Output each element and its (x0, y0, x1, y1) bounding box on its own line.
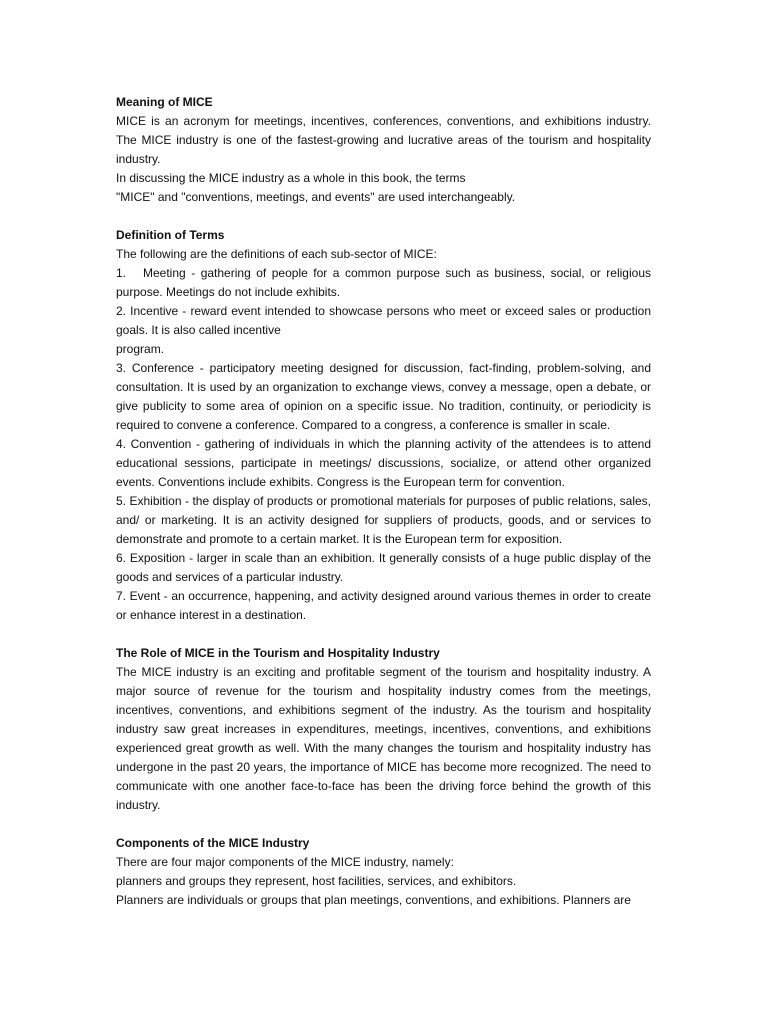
definition-item-convention: 4. Convention - gathering of individuals in which the planning activity of the attendees is to attend educational sessions, participate in meetings/ discussions, socialize, or attend other organized events. Conventions include exhibits. Congress is the European term for convention. (116, 437, 651, 489)
section-spacer (116, 815, 651, 834)
line-four-components: There are four major components of the MICE industry, namely: (116, 855, 454, 869)
line-components-list: planners and groups they represent, host facilities, services, and exhibitors. (116, 874, 517, 888)
section-spacer (116, 207, 651, 226)
definition-item-exposition: 6. Exposition - larger in scale than an exhibition. It generally consists of a huge public display of the goods and services of a particular industry. (116, 551, 651, 584)
item-text: Meeting - gathering of people for a common purpose such as business, social, or religious purpose. Meetings do not include exhibits. (116, 266, 651, 299)
section-heading-meaning: Meaning of MICE (116, 95, 213, 109)
definition-item-event: 7. Event - an occurrence, happening, and activity designed around various themes in order to create or enhance interest in a destination. (116, 589, 651, 622)
item-number: 1. (116, 266, 127, 280)
document-page (116, 93, 651, 910)
line-interchangeably: "MICE" and "conventions, meetings, and events" are used interchangeably. (116, 190, 516, 204)
paragraph-mice-acronym: MICE is an acronym for meetings, incentives, conferences, conventions, and exhibitions industry. The MICE industry is one of the fastest-growing and lucrative areas of the tourism and hospitality industry. (116, 114, 651, 166)
definition-item-meeting (116, 264, 651, 302)
paragraph-planners: Planners are individuals or groups that plan meetings, conventions, and exhibitions. Planners are (116, 893, 631, 907)
section-heading-components: Components of the MICE Industry (116, 836, 310, 850)
definition-item-incentive: 2. Incentive - reward event intended to showcase persons who meet or exceed sales or production goals. It is also called incentive (116, 304, 651, 337)
section-heading-definitions: Definition of Terms (116, 228, 225, 242)
section-heading-role: The Role of MICE in the Tourism and Hospitality Industry (116, 646, 440, 660)
section-spacer (116, 625, 651, 644)
definition-item-incentive-cont: program. (116, 342, 165, 356)
definition-item-conference: 3. Conference - participatory meeting designed for discussion, fact-finding, problem-solving, and consultation. It is used by an organization to exchange views, convey a message, open a debate, or give publicity to some area of opinion on a specific issue. No tradition, continuity, or periodicity is required to convene a conference. Compared to a congress, a conference is smaller in scale. (116, 361, 651, 432)
definitions-intro: The following are the definitions of each sub-sector of MICE: (116, 247, 437, 261)
paragraph-role: The MICE industry is an exciting and profitable segment of the tourism and hospitality industry. A major source of revenue for the tourism and hospitality industry comes from the meetings, incentives, conventions, and exhibitions segment of the industry. As the tourism and hospitality industry saw great increases in expenditures, meetings, incentives, conventions, and exhibitions experienced great growth as well. With the many changes the tourism and hospitality industry has undergone in the past 20 years, the importance of MICE has become more recognized. The need to communicate with one another face-to-face has been the driving force behind the growth of this industry. (116, 665, 651, 812)
definition-item-exhibition: 5. Exhibition - the display of products or promotional materials for purposes of public relations, sales, and/ or marketing. It is an activity designed for suppliers of products, goods, and or services to demonstrate and promote to a certain market. It is the European term for exposition. (116, 494, 651, 546)
line-discussing: In discussing the MICE industry as a whole in this book, the terms (116, 171, 466, 185)
